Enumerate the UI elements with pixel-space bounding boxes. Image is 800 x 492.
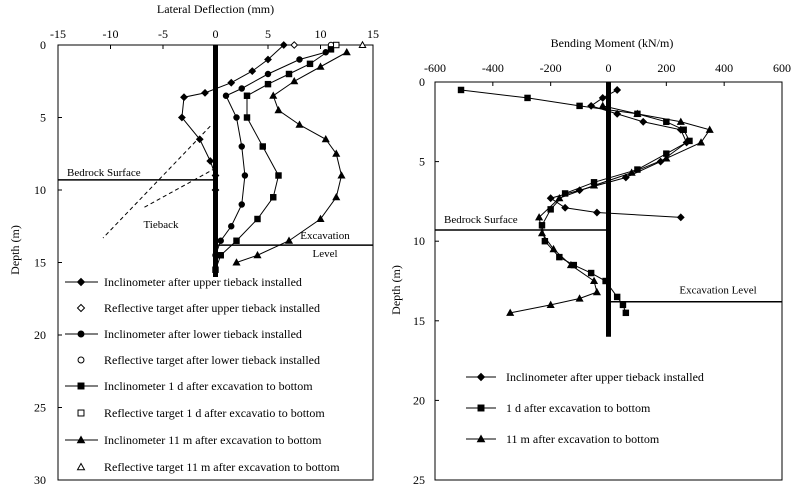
data-point-2 (458, 87, 463, 92)
data-point-5 (328, 47, 333, 52)
y-axis-label: Depth (m) (8, 225, 22, 275)
x-tick-label: 10 (314, 27, 327, 41)
legend-marker (78, 305, 85, 312)
data-point-5 (265, 81, 270, 86)
y-tick-label: 15 (413, 313, 425, 328)
data-point-2 (620, 302, 625, 307)
legend-label: Inclinometer after upper tieback installed (506, 370, 704, 384)
legend-label: Reflective target 1 d after excavatio to bottom (104, 406, 325, 420)
data-point-5 (213, 267, 218, 272)
data-point-3 (239, 144, 244, 149)
y-tick-label: 10 (413, 234, 425, 249)
x-tick-label: 5 (265, 27, 271, 41)
series-line-2 (461, 90, 689, 313)
data-point-7 (344, 49, 350, 55)
data-point-3 (539, 230, 545, 236)
y-tick-label: 30 (34, 473, 46, 487)
data-point-3 (698, 139, 704, 145)
data-point-2 (623, 310, 628, 315)
data-point-5 (255, 216, 260, 221)
series-line-1 (182, 45, 284, 190)
x-tick-label: 400 (715, 61, 734, 75)
legend-marker (478, 374, 485, 381)
legend-label: 11 m after excavation to bottom (506, 432, 660, 446)
x-tick-label: -15 (50, 27, 66, 41)
tieback-lower-line (143, 168, 216, 208)
data-point-5 (244, 93, 249, 98)
data-point-1 (614, 87, 620, 93)
x-tick-label: -400 (481, 61, 504, 75)
data-point-1 (640, 119, 646, 125)
y-tick-label: 10 (34, 183, 46, 197)
data-point-3 (239, 202, 244, 207)
data-point-5 (276, 173, 281, 178)
data-point-3 (591, 278, 597, 284)
data-point-2 (603, 278, 608, 283)
tieback-label: Tieback (143, 219, 179, 231)
data-point-1 (600, 95, 606, 101)
y-tick-label: 20 (413, 393, 425, 408)
data-point-6 (334, 42, 339, 47)
data-point-7 (270, 93, 276, 99)
legend-label: Reflective target 11 m after excavation to bottom (104, 460, 340, 474)
data-point-7 (338, 172, 344, 178)
data-point-7 (275, 107, 281, 113)
data-point-1 (562, 205, 568, 211)
data-point-5 (218, 253, 223, 258)
data-point-3 (223, 93, 228, 98)
legend-label: Inclinometer 1 d after excavation to bottom (104, 379, 313, 393)
data-point-5 (260, 144, 265, 149)
x-tick-label: 0 (212, 27, 219, 41)
data-point-5 (286, 71, 291, 76)
legend-label: Inclinometer 11 m after excavation to bottom (104, 433, 322, 447)
legend-label: Inclinometer after lower tieback installed (104, 327, 302, 341)
data-point-2 (291, 42, 297, 48)
x-tick-label: 0 (605, 61, 612, 75)
data-point-7 (317, 64, 323, 70)
data-point-1 (594, 209, 600, 215)
bedrock-label: Bedrock Surface (444, 214, 518, 227)
x-tick-label: -600 (424, 61, 446, 75)
chart-title: Bending Moment (kN/m) (550, 36, 674, 50)
data-point-7 (296, 122, 302, 128)
x-tick-label: -10 (102, 27, 119, 41)
data-point-3 (218, 238, 223, 243)
data-point-5 (244, 115, 249, 120)
data-point-7 (254, 252, 260, 258)
data-point-2 (588, 270, 593, 275)
x-tick-label: 200 (657, 61, 676, 75)
legend-label: Reflective target after lower tieback installed (104, 353, 321, 367)
y-tick-label: 25 (413, 473, 425, 487)
data-point-3 (297, 57, 302, 62)
excavation-label: Excavation (300, 230, 350, 243)
bedrock-label: Bedrock Surface (67, 166, 141, 179)
y-axis-label: Depth (m) (389, 265, 403, 315)
data-point-1 (228, 80, 234, 86)
data-point-2 (614, 294, 619, 299)
x-tick-label: -200 (539, 61, 562, 75)
y-tick-label: 0 (40, 38, 46, 52)
data-point-2 (525, 95, 530, 100)
x-tick-label: -5 (158, 27, 168, 41)
data-point-3 (234, 115, 239, 120)
bending-moment-chart (389, 36, 791, 487)
data-point-1 (202, 90, 208, 96)
data-point-1 (181, 94, 187, 100)
data-point-2 (687, 138, 692, 143)
data-point-3 (213, 253, 218, 258)
data-point-7 (323, 136, 329, 142)
data-point-5 (234, 238, 239, 243)
data-point-3 (265, 71, 270, 76)
data-point-7 (286, 238, 292, 244)
legend-label: Reflective target after upper tieback installed (104, 301, 321, 315)
data-point-5 (307, 61, 312, 66)
data-point-3 (229, 224, 234, 229)
x-tick-label: 15 (367, 27, 379, 41)
data-point-7 (291, 78, 297, 84)
data-point-5 (271, 195, 276, 200)
lateral-deflection-chart (8, 2, 379, 487)
y-tick-label: 20 (34, 328, 46, 342)
legend-marker (478, 405, 484, 411)
excavation-label: Level (312, 248, 338, 261)
y-tick-label: 5 (40, 110, 46, 125)
y-tick-label: 15 (34, 255, 46, 270)
data-point-3 (600, 103, 606, 109)
y-tick-label: 5 (419, 154, 425, 169)
data-point-2 (548, 207, 553, 212)
y-tick-label: 0 (419, 75, 425, 89)
data-point-7 (333, 194, 339, 200)
legend-marker (78, 383, 84, 389)
legend-label: 1 d after excavation to bottom (506, 401, 651, 415)
x-tick-label: 600 (773, 61, 791, 75)
data-point-3 (239, 86, 244, 91)
legend-marker (78, 331, 84, 337)
legend-marker (78, 410, 84, 416)
data-point-2 (557, 254, 562, 259)
data-point-3 (594, 289, 600, 295)
chart-title: Lateral Deflection (mm) (156, 2, 275, 16)
data-point-1 (207, 158, 213, 164)
excavation-label: Excavation Level (679, 284, 757, 297)
legend-marker (78, 357, 84, 363)
legend-marker (78, 464, 85, 470)
data-point-2 (577, 103, 582, 108)
y-tick-label: 25 (34, 400, 46, 415)
data-point-2 (681, 127, 686, 132)
data-point-3 (242, 173, 247, 178)
legend-label: Inclinometer after upper tieback installed (104, 275, 302, 289)
data-point-1 (547, 195, 553, 201)
legend-marker (78, 279, 85, 286)
data-point-1 (678, 214, 684, 220)
